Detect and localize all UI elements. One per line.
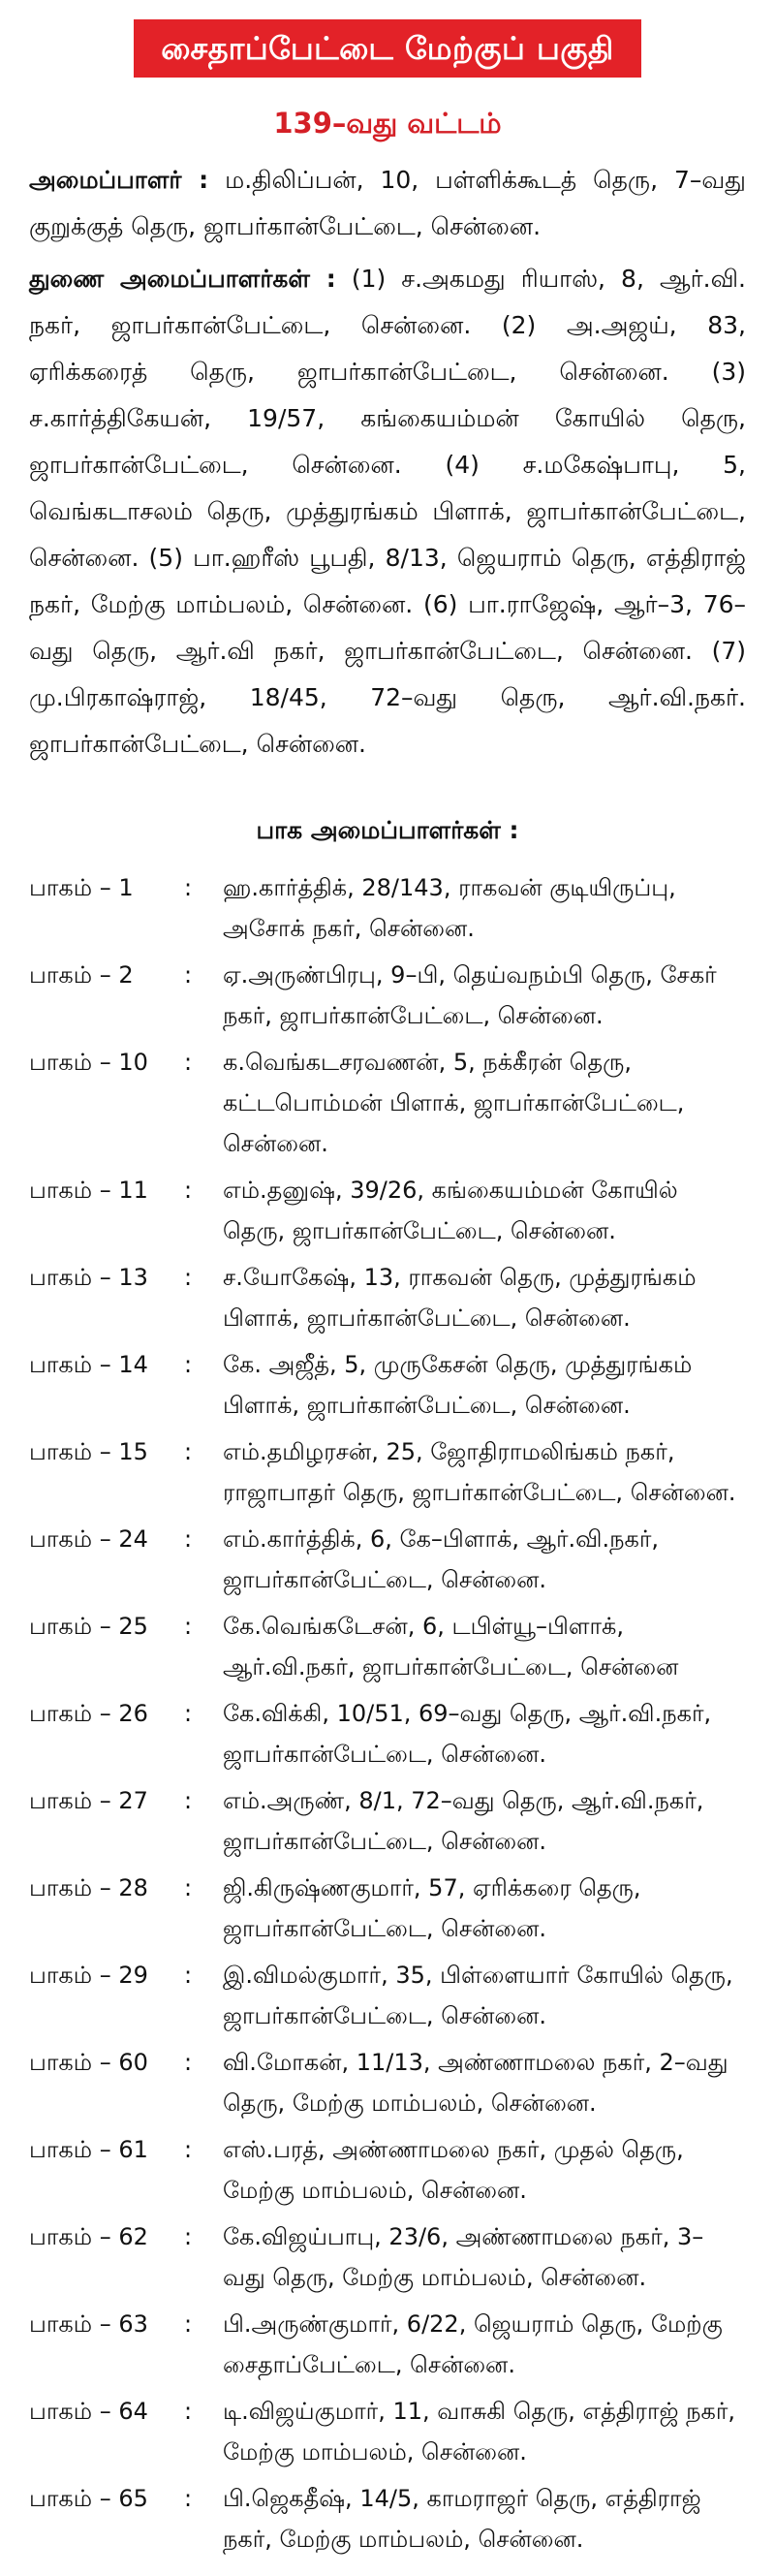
booth-label: பாகம் – 26 <box>29 1700 148 1727</box>
list-item <box>29 1426 746 1513</box>
organizer-text: ம.திலிப்பன், 10, பள்ளிக்கூடத் தெரு, 7–வது குறுக்குத் தெரு, ஜாபர்கான்பேட்டை, சென்னை. <box>29 166 746 240</box>
row-colon: : <box>184 2310 193 2338</box>
row-colon: : <box>184 1613 193 1640</box>
booth-label: பாகம் – 64 <box>29 2398 148 2425</box>
booth-label: பாகம் – 2 <box>29 961 134 989</box>
booth-organizer-address: பி.அருண்குமார், 6/22, ஜெயராம் தெரு, மேற்கு சைதாப்பேட்டை, சென்னை. <box>223 2310 723 2378</box>
booth-label: பாகம் – 14 <box>29 1351 148 1378</box>
booth-organizers-list <box>29 862 746 2560</box>
booth-label: பாகம் – 61 <box>29 2136 148 2163</box>
booth-label: பாகம் – 1 <box>29 874 134 901</box>
row-colon: : <box>184 1438 193 1465</box>
row-colon: : <box>184 1264 193 1291</box>
booth-organizer-address: ஹ.கார்த்திக், 28/143, ராகவன் குடியிருப்பு, அசோக் நகர், சென்னை. <box>223 874 676 942</box>
list-item <box>29 1513 746 1600</box>
booth-label: பாகம் – 62 <box>29 2223 148 2250</box>
row-colon: : <box>184 1700 193 1727</box>
list-item <box>29 1338 746 1426</box>
row-colon: : <box>184 1962 193 1989</box>
booth-label: பாகம் – 29 <box>29 1962 148 1989</box>
row-colon: : <box>184 874 193 901</box>
booth-organizer-address: கே.விக்கி, 10/51, 69–வது தெரு, ஆர்.வி.நகர், ஜாபர்கான்பேட்டை, சென்னை. <box>223 1700 712 1768</box>
row-colon: : <box>184 2398 193 2425</box>
list-item <box>29 1251 746 1338</box>
booth-label: பாகம் – 24 <box>29 1525 148 1553</box>
booth-organizer-address: கே.வெங்கடேசன், 6, டபிள்யூ–பிளாக், ஆர்.வி.நகர், ஜாபர்கான்பேட்டை, சென்னை <box>223 1613 679 1681</box>
list-item <box>29 2211 746 2298</box>
list-item <box>29 2123 746 2211</box>
booth-organizer-address: ஏ.அருண்பிரபு, 9–பி, தெய்வநம்பி தெரு, சேகர் நகர், ஜாபர்கான்பேட்டை, சென்னை. <box>223 961 717 1029</box>
organizer-label: அமைப்பாளர் : <box>29 166 209 194</box>
deputy-organizers-text: (1) ச.அகமது ரியாஸ், 8, ஆர்.வி. நகர், ஜாபர்கான்பேட்டை, சென்னை. (2) அ.அஜய், 83, ஏரிக்கரைத் தெரு, ஜாபர்கான்பேட்டை, சென்னை. (3) ச.கார்த்திகேயன், 19/57, கங்கையம்மன் கோயில் தெரு, ஜாபர்கான்பேட்டை, சென்னை. (4) ச.மகேஷ்பாபு, 5, வெங்கடாசலம் தெரு, முத்துரங்கம் பிளாக், ஜாபர்கான்பேட்டை, சென்னை. (5) பா.ஹரீஸ் பூபதி, 8/13, ஜெயராம் தெரு, எத்திராஜ் நகர், மேற்கு மாம்பலம், சென்னை. (6) பா.ராஜேஷ், ஆர்–3, 76–வது தெரு, ஆர்.வி நகர், ஜாபர்கான்பேட்டை, சென்னை. (7) மு.பிரகாஷ்ராஜ், 18/45, 72–வது தெரு, ஆர்.வி.நகர். ஜாபர்கான்பேட்டை, சென்னை. <box>29 265 746 758</box>
deputy-organizers-label: துணை அமைப்பாளர்கள் : <box>29 265 336 293</box>
booth-organizer-address: பி.ஜெகதீஷ், 14/5, காமராஜர் தெரு, எத்திராஜ் நகர், மேற்கு மாம்பலம், சென்னை. <box>223 2485 701 2553</box>
booth-organizer-address: எம்.தனுஷ், 39/26, கங்கையம்மன் கோயில் தெரு, ஜாபர்கான்பேட்டை, சென்னை. <box>223 1177 678 1244</box>
booth-organizer-address: எம்.கார்த்திக், 6, கே–பிளாக், ஆர்.வி.நகர், ஜாபர்கான்பேட்டை, சென்னை. <box>223 1525 659 1593</box>
row-colon: : <box>184 961 193 989</box>
booth-organizer-address: கே. அஜீத், 5, முருகேசன் தெரு, முத்துரங்கம் பிளாக், ஜாபர்கான்பேட்டை, சென்னை. <box>223 1351 693 1419</box>
deputy-organizers-paragraph <box>29 256 746 768</box>
list-item <box>29 1036 746 1164</box>
booth-organizer-address: எஸ்.பரத், அண்ணாமலை நகர், முதல் தெரு, மேற்கு மாம்பலம், சென்னை. <box>223 2136 684 2204</box>
booth-label: பாகம் – 11 <box>29 1177 148 1204</box>
booth-organizers-heading: பாக அமைப்பாளர்கள் : <box>256 816 519 844</box>
list-item <box>29 2298 746 2385</box>
booth-label: பாகம் – 13 <box>29 1264 148 1291</box>
row-colon: : <box>184 1177 193 1204</box>
booth-label: பாகம் – 60 <box>29 2049 148 2076</box>
booth-organizer-address: வி.மோகன், 11/13, அண்ணாமலை நகர், 2–வது தெரு, மேற்கு மாம்பலம், சென்னை. <box>223 2049 728 2117</box>
list-item <box>29 1600 746 1687</box>
list-item <box>29 2385 746 2472</box>
row-colon: : <box>184 2136 193 2163</box>
list-item <box>29 1164 746 1251</box>
organizer-paragraph <box>29 157 746 250</box>
booth-organizer-address: எம்.அருண், 8/1, 72–வது தெரு, ஆர்.வி.நகர், ஜாபர்கான்பேட்டை, சென்னை. <box>223 1787 704 1855</box>
list-item <box>29 2036 746 2123</box>
list-item <box>29 862 746 949</box>
section-title-banner: சைதாப்பேட்டை மேற்குப் பகுதி <box>134 19 641 78</box>
row-colon: : <box>184 1351 193 1378</box>
list-item <box>29 1687 746 1775</box>
list-item <box>29 1775 746 1862</box>
title-wrap <box>29 14 746 78</box>
row-colon: : <box>184 2485 193 2512</box>
row-colon: : <box>184 1049 193 1076</box>
row-colon: : <box>184 1787 193 1814</box>
booth-label: பாகம் – 25 <box>29 1613 148 1640</box>
ward-title: 139–வது வட்டம் <box>273 107 502 140</box>
list-item <box>29 949 746 1036</box>
row-colon: : <box>184 2223 193 2250</box>
booth-label: பாகம் – 15 <box>29 1438 148 1465</box>
row-colon: : <box>184 2049 193 2076</box>
booth-label: பாகம் – 65 <box>29 2485 148 2512</box>
row-colon: : <box>184 1525 193 1553</box>
booth-label: பாகம் – 10 <box>29 1049 148 1076</box>
list-item <box>29 1862 746 1949</box>
booth-organizer-address: கே.விஜய்பாபு, 23/6, அண்ணாமலை நகர், 3–வது தெரு, மேற்கு மாம்பலம், சென்னை. <box>223 2223 704 2291</box>
booth-organizer-address: டி.விஜய்குமார், 11, வாசுகி தெரு, எத்திராஜ் நகர், மேற்கு மாம்பலம், சென்னை. <box>223 2398 736 2466</box>
row-colon: : <box>184 1874 193 1901</box>
booth-organizer-address: இ.விமல்குமார், 35, பிள்ளையார் கோயில் தெரு, ஜாபர்கான்பேட்டை, சென்னை. <box>223 1962 733 2029</box>
booth-organizer-address: க.வெங்கடசரவணன், 5, நக்கீரன் தெரு, கட்டபொம்மன் பிளாக், ஜாபர்கான்பேட்டை, சென்னை. <box>223 1049 685 1157</box>
booth-label: பாகம் – 63 <box>29 2310 148 2338</box>
booth-organizer-address: எம்.தமிழரசன், 25, ஜோதிராமலிங்கம் நகர், ராஜாபாதர் தெரு, ஜாபர்கான்பேட்டை, சென்னை. <box>223 1438 736 1506</box>
list-item <box>29 2472 746 2560</box>
list-item <box>29 1949 746 2036</box>
booth-organizer-address: ஜி.கிருஷ்ணகுமார், 57, ஏரிக்கரை தெரு, ஜாபர்கான்பேட்டை, சென்னை. <box>223 1874 641 1942</box>
booth-label: பாகம் – 27 <box>29 1787 148 1814</box>
booth-organizer-address: ச.யோகேஷ், 13, ராகவன் தெரு, முத்துரங்கம் பிளாக், ஜாபர்கான்பேட்டை, சென்னை. <box>223 1264 697 1332</box>
booth-label: பாகம் – 28 <box>29 1874 148 1901</box>
